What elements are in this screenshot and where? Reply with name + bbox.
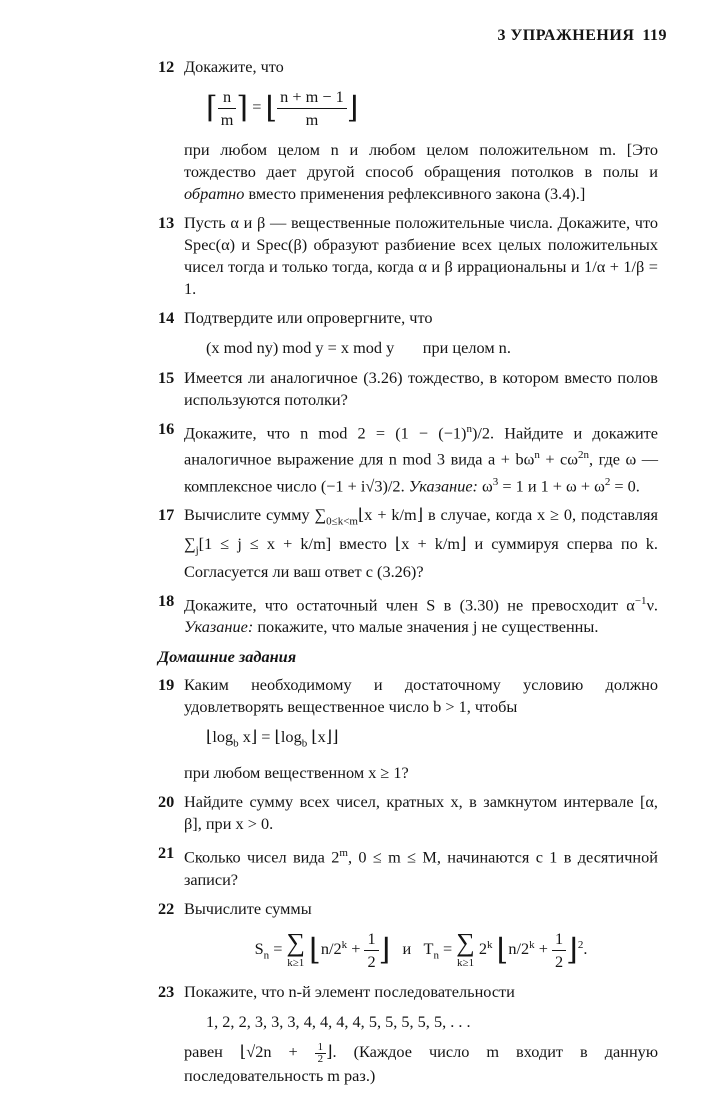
lhs-denominator: m (220, 110, 234, 129)
exercise-12: 12 Докажите, что ⌈ $\frac{n}{m}$ ⌉ = ⌊ $\frac{n + m - 1}{m}$ ⌋ при любом целом n и любом целом положительном m. [Это тождество дает другой способ обращения потолков в полы и обратно вместо применения рефлексивного закона (3.4).] (158, 57, 658, 203)
exercise-13 (158, 212, 658, 300)
sequence: 1, 2, 2, 3, 3, 3, 4, 4, 4, 4, 5, 5, 5, 5, 5, . . . (206, 1011, 471, 1031)
rhs-denominator: m (305, 110, 319, 129)
section-title: Домашние задания (158, 647, 297, 667)
exercise-number: 14 (158, 308, 175, 327)
exercise-16: 16 Докажите, что n mod $2 = (1 - (-1)^n)/2$. Найдите и докажите аналогичное выражение для n mod 3 вида $a + b\omega^n + c\omega^{2n}$, где ω — комплексное число (−1 + i√3)/2. Указание: $\omega^3 = 1$ и $1 + \omega + \omega^2 = 0$. (158, 419, 659, 496)
exercise-20 (158, 791, 658, 835)
sums-formula: $S_n$ = ∑ k≥1 ⌊n/2$^k$ + $\frac{1}{2}$ ⌋ и $T_n$ = ∑ k≥1 2$^k$ ⌊n/2$^k$ + $\frac{1}{2}$ ⌋$^2$. (254, 928, 588, 971)
page-content (158, 56, 658, 1094)
exercise-17: 17 Вычислите сумму $\sum_{0\le k<m}⌊x$ + k/m⌋ в случае, когда x ≥ 0, подставляя $\sum_j[1 \le j \le x + k/m]$ вместо ⌊x + k/m⌋ и суммируя сперва по k. Согласуется ли ваш ответ с (3.26)? (158, 505, 658, 581)
exercise-19: 19 Каким необходимому и достаточному условию должно удовлетворять вещественное число b > 1, чтобы $⌊\log_b$ x⌋ = $⌊\log_b$ ⌊x⌋⌋ при любом вещественном x ≥ 1? (158, 675, 658, 783)
exercise-23: 23 Покажите, что n-й элемент последовательности 1, 2, 2, 3, 3, 3, 4, 4, 4, 4, 5, 5, 5, 5, 5, . . . равен ⌊√2n + $\frac{1}{2}$ ⌋. (Каждое число m входит в данную последовательность m раз.) (158, 981, 658, 1085)
exercise-number: 20 (158, 792, 175, 812)
exercise-number: 17 (158, 505, 175, 525)
exercise-number: 15 (158, 368, 175, 387)
exercise-number: 16 (158, 419, 175, 438)
header-title: 3 УПРАЖНЕНИЯ (497, 27, 635, 44)
exercise-number: 22 (158, 898, 175, 918)
exercise-number: 18 (158, 590, 175, 610)
exercise-21: 21 Сколько чисел вида 2$^m$, 0 ≤ m ≤ M, начинаются с 1 в десятичной записи? (158, 843, 658, 889)
exercise-number: 13 (158, 213, 175, 232)
rhs-numerator: n + m − 1 (277, 86, 347, 109)
exercise-text: Докажите, что (184, 57, 284, 76)
exercise-text: Вычислите суммы (184, 898, 312, 918)
exercise-text: Пусть α и β — вещественные положительные числа. Докажите, что Spec(α) и Spec(β) образуют разбиение всех целых положительных чисел тогда и только тогда, когда α и β иррациональны и 1/α + 1/β = 1. (184, 213, 658, 298)
exercise-text: Подтвердите или опровергните, что (184, 308, 433, 327)
hint-label: Указание: (184, 617, 254, 637)
running-header (498, 27, 667, 45)
exercise-text: Каким необходимому и достаточному условию должно удовлетворять вещественное число b > 1, чтобы (184, 675, 658, 717)
hint-label: Указание: (408, 476, 478, 496)
exercise-text: Имеется ли аналогичное (3.26) тождество, в котором вместо полов используются потолки? (184, 368, 658, 409)
exercise-14 (158, 307, 658, 359)
exercise-number: 19 (158, 675, 175, 695)
exercise-number: 12 (158, 57, 175, 76)
exercise-number: 23 (158, 981, 175, 1001)
lhs-numerator: n (218, 86, 237, 109)
page-number: 119 (642, 27, 667, 44)
exercise-text: Найдите сумму всех чисел, кратных x, в замкнутом интервале [α, β], при x > 0. (184, 792, 658, 834)
exercise-number: 21 (158, 843, 175, 863)
log-formula: $⌊\log_b$ x⌋ = $⌊\log_b$ ⌊x⌋⌋ (206, 727, 339, 750)
exercise-15 (158, 367, 658, 411)
exercise-text: Покажите, что n-й элемент последовательности (184, 981, 515, 1001)
exercise-18: 18 Докажите, что остаточный член S в (3.30) не превосходит $\alpha^{-1}\nu$. Указание: покажите, что малые значения j не существенны. (158, 590, 658, 637)
exercise-22 (158, 898, 658, 973)
equals-sign: = (252, 97, 262, 117)
mod-formula: (x mod ny) mod y = x mod y при целом n. (206, 338, 511, 357)
ceiling-floor-formula: ⌈ $\frac{n}{m}$ ⌉ = ⌊ $\frac{n + m - 1}{m}$ ⌋ (206, 87, 359, 129)
